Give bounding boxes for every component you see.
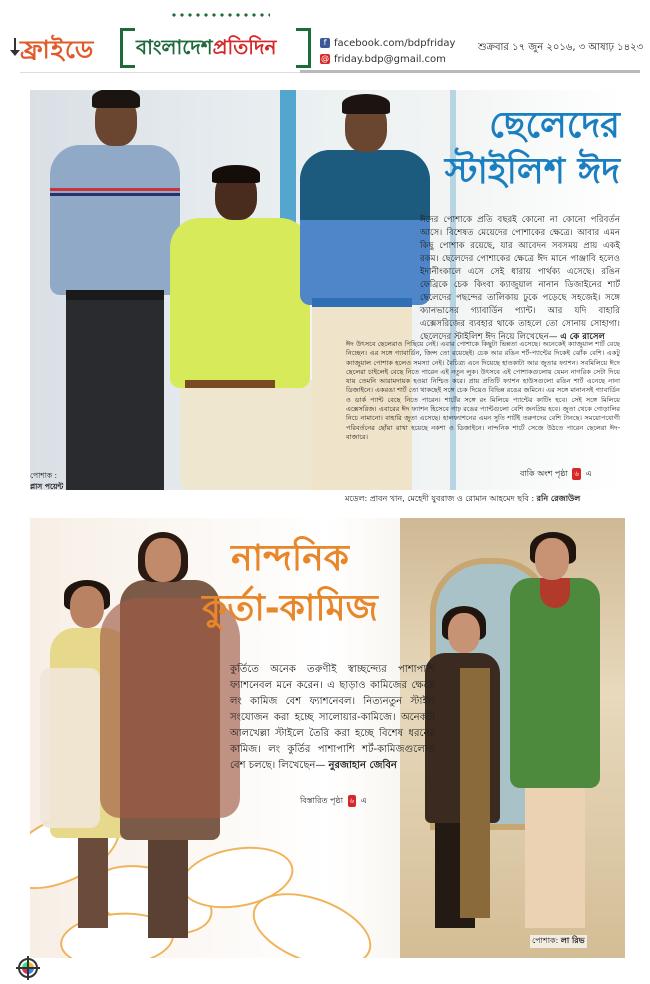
story-2-outfit-credit	[530, 935, 587, 948]
story-1-outfit-label: পোশাক :	[30, 471, 58, 480]
model-7-collar	[540, 578, 570, 608]
story-1-outfit-credit	[30, 470, 63, 492]
story-2-continued	[300, 795, 367, 808]
model-2-pants	[180, 380, 330, 490]
model-6-dupatta	[460, 668, 490, 918]
email-link[interactable]	[320, 52, 455, 68]
story-2-headline	[160, 534, 420, 634]
story-1-outfit-brand: প্লাস পয়েন্ট	[30, 482, 64, 491]
story-1-photo-label: ছবি :	[517, 494, 535, 503]
story-1-headline-line-2: স্টাইলিশ ঈদ	[444, 151, 620, 192]
story-1-continued-suffix: এ	[585, 469, 592, 478]
social-links	[320, 36, 455, 68]
email-icon: @	[321, 54, 329, 63]
model-6-head	[448, 613, 480, 653]
model-4-dupatta	[40, 668, 100, 828]
story-2-continued-page: ৬	[349, 797, 355, 805]
email-text: friday.bdp@gmail.com	[334, 54, 446, 65]
story-1-photo-credit	[345, 493, 580, 506]
model-1-shirt	[50, 145, 180, 295]
story-2-outfit-brand: লা রিভ	[560, 936, 585, 945]
story-1-continued	[520, 468, 592, 481]
fold-arrow-icon	[10, 50, 20, 56]
model-1-stripe-red	[50, 188, 180, 191]
model-3-shirt-yoke	[300, 150, 430, 220]
model-2-hair	[212, 165, 260, 183]
facebook-text: facebook.com/bdpfriday	[334, 38, 456, 49]
story-2-intro-text: কুর্তিতে অনেক তরুণীই স্বাচ্ছন্দ্যের পাশাপাশি ফ্যাশনেবল মনে করেন। এ ছাড়াও কামিজের ক্ষেত্রে লং কামিজ বেশ ফ্যাশনেবল। নিত্যনতুন স্টাইল সংযোজন করা হচ্ছে সালোয়ার-কামিজে। অনেকটা আলখেল্লা স্টাইলে তৈরি করা হচ্ছে বিশেষ ধরনের কামিজ। লং কুর্তির পাশাপাশি শর্ট-কামিজগুলোও বেশ চলছে। লিখেছেন—	[230, 664, 435, 771]
story-2-continued-suffix: এ	[360, 796, 367, 805]
model-1-pants	[66, 300, 164, 490]
masthead-bracket-right	[296, 28, 311, 68]
model-7-pants	[525, 788, 585, 928]
model-3-belt	[312, 298, 412, 307]
issue-date: শুক্রবার ১৭ জুন ২০১৬, ৩ আষাঢ় ১৪২৩	[478, 42, 644, 53]
story-2-intro	[230, 662, 435, 774]
story-1-headline-line-1: ছেলেদের	[489, 105, 620, 146]
story-2-author: নুরজাহান জেবিন	[328, 760, 397, 771]
masthead-bracket-left	[120, 28, 135, 68]
registration-mark-icon	[18, 958, 38, 978]
story-1-continued-page: ৬	[574, 470, 579, 478]
story-2-outfit-label: পোশাক:	[532, 936, 559, 945]
model-1-hair	[92, 90, 140, 108]
model-4-head	[70, 586, 104, 628]
header-rule-left	[20, 72, 300, 73]
story-2-headline-line-1: নান্দনিক	[231, 538, 349, 579]
story-1-body: ঈদ উৎসবে ছেলেরাও পিছিয়ে নেই। এবার পোশাকে কিছুটা ভিন্নতা এসেছে। অনেকেই ক্যাজুয়াল শার্ট বেছে নিচ্ছেন। এর সঙ্গে গ্যাবার্ডিন, জিন্স তো রয়েছেই। চেক আর রঙিন শর্ট-প্যান্টের দিকেই ঝোঁক বেশি। একটু ক্যাজুয়াল পোশাক হলেও সমস্যা নেই। বৈচিত্র্য এনে দিয়েছে হাতকাটা আর জুতার ফ্যাশন। সবমিলিয়ে ঈদে ছেলেরা চাইলেই বেছে নিতে পারেন এই নতুন লুক। উৎসবে এই পোশাকগুলোয় যেমন নাগরিক সেটা দিয়ে যায় তেমনি আরামদায়ক হওয়া নিশ্চিত করে। প্রায় প্রতিটি ফ্যাশন হাউসগুলো রঙিন শার্ট এনেছে নানা ডিজাইনে। একরঙা শার্ট তো থাকছেই সঙ্গে চেক দিয়েও বিভিন্ন রঙের জমিনে। এর সঙ্গে মানানসই গ্যাবার্ডিন ও ডার্ক প্যান্ট বেছে নিতে পারেন। শার্টের সঙ্গে রং মিলিয়ে প্যান্টের কাটিং হবে। সেই সঙ্গে মিলিয়ে এক্সেসরিজ। এবারের ঈদ ফ্যাশন হিসেবে গাঢ় রঙের প্যান্টগুলো বেশি জনপ্রিয় হবে। জুতা থেকে গোড়ালির নিচে নামানো। বাহারি জুতা এসেছে। হালফ্যাশনের এমন সুতি শার্টই তরুণদের বেশি টানছে। সময়োপযোগী পরিবর্তনের ছোঁয়া রাখা হয়েছে নকশা ও ডিজাইনে। নান্দনিক শার্টে সেজে উঠতে পারেন ছেলেরা ঈদ-বাজারে।	[346, 340, 620, 441]
facebook-link[interactable]	[320, 36, 455, 52]
model-2-shirt	[170, 218, 310, 388]
model-4-legs	[78, 838, 108, 928]
model-7-kurta	[510, 578, 600, 788]
story-2-headline-line-2: কুর্তা-কামিজ	[202, 588, 378, 629]
paper-name	[136, 33, 276, 66]
story-1-intro	[420, 214, 620, 344]
story-1-headline	[420, 103, 620, 195]
header-rule	[300, 70, 640, 73]
model-5-legs	[148, 838, 188, 938]
model-1-stripe-navy	[50, 193, 180, 196]
model-2-belt	[185, 380, 275, 388]
story-2-continued-text: বিস্তারিত পৃষ্ঠা	[300, 796, 344, 805]
paper-name-a: বাংলাদেশ	[136, 35, 213, 59]
story-1-photographer: রনি রেজাউল	[536, 494, 581, 503]
story-1-intro-text: ঈদের পোশাকে প্রতি বছরই কোনো না কোনো পরিবর্তন আসে। বিশেষত মেয়েদের পোশাকের ক্ষেত্রে। আবার এমন কিছু পোশাক রয়েছে, যার আবেদন সবসময় প্রায় একই রকম। ছেলেদের পোশাকের ক্ষেত্রে ঈদ মানে পাঞ্জাবি হলেও ইদানীংকালে এসে সেই ধারায় পার্থক্য এসেছে। রঙিন ফেব্রিকে চেক কিংবা ক্যাজুয়াল নানান ডিজাইনের শার্ট ছেলেদের পছন্দের তালিকায় ঢুকে পড়েছে সহজেই। সঙ্গে ক্যানভাসের গ্যাবার্ডিন প্যান্ট। আর যদি বাহারি এক্সেসরিজের ব্যবহার থাকে তাহলে তো সোনায় সোহাগা। ছেলেদের স্টাইলিশ ঈদ নিয়ে লিখেছেন—	[420, 215, 620, 342]
facebook-icon: f	[320, 38, 330, 48]
story-1-author: এ কে রাসেল	[560, 332, 605, 342]
model-7-head	[535, 538, 569, 580]
decorative-dots	[170, 12, 270, 18]
section-name: ফ্রাইডে	[20, 35, 95, 64]
model-3-hair	[342, 94, 390, 114]
story-1-models: মডেল: প্রাবন খান, মেহেদী যুবরাজ ও রোমান আহমেদ	[345, 494, 515, 503]
story-1-continued-text: বাকি অংশ পৃষ্ঠা	[520, 469, 568, 478]
model-1-belt	[66, 290, 164, 300]
paper-name-b: প্রতিদিন	[212, 35, 277, 59]
